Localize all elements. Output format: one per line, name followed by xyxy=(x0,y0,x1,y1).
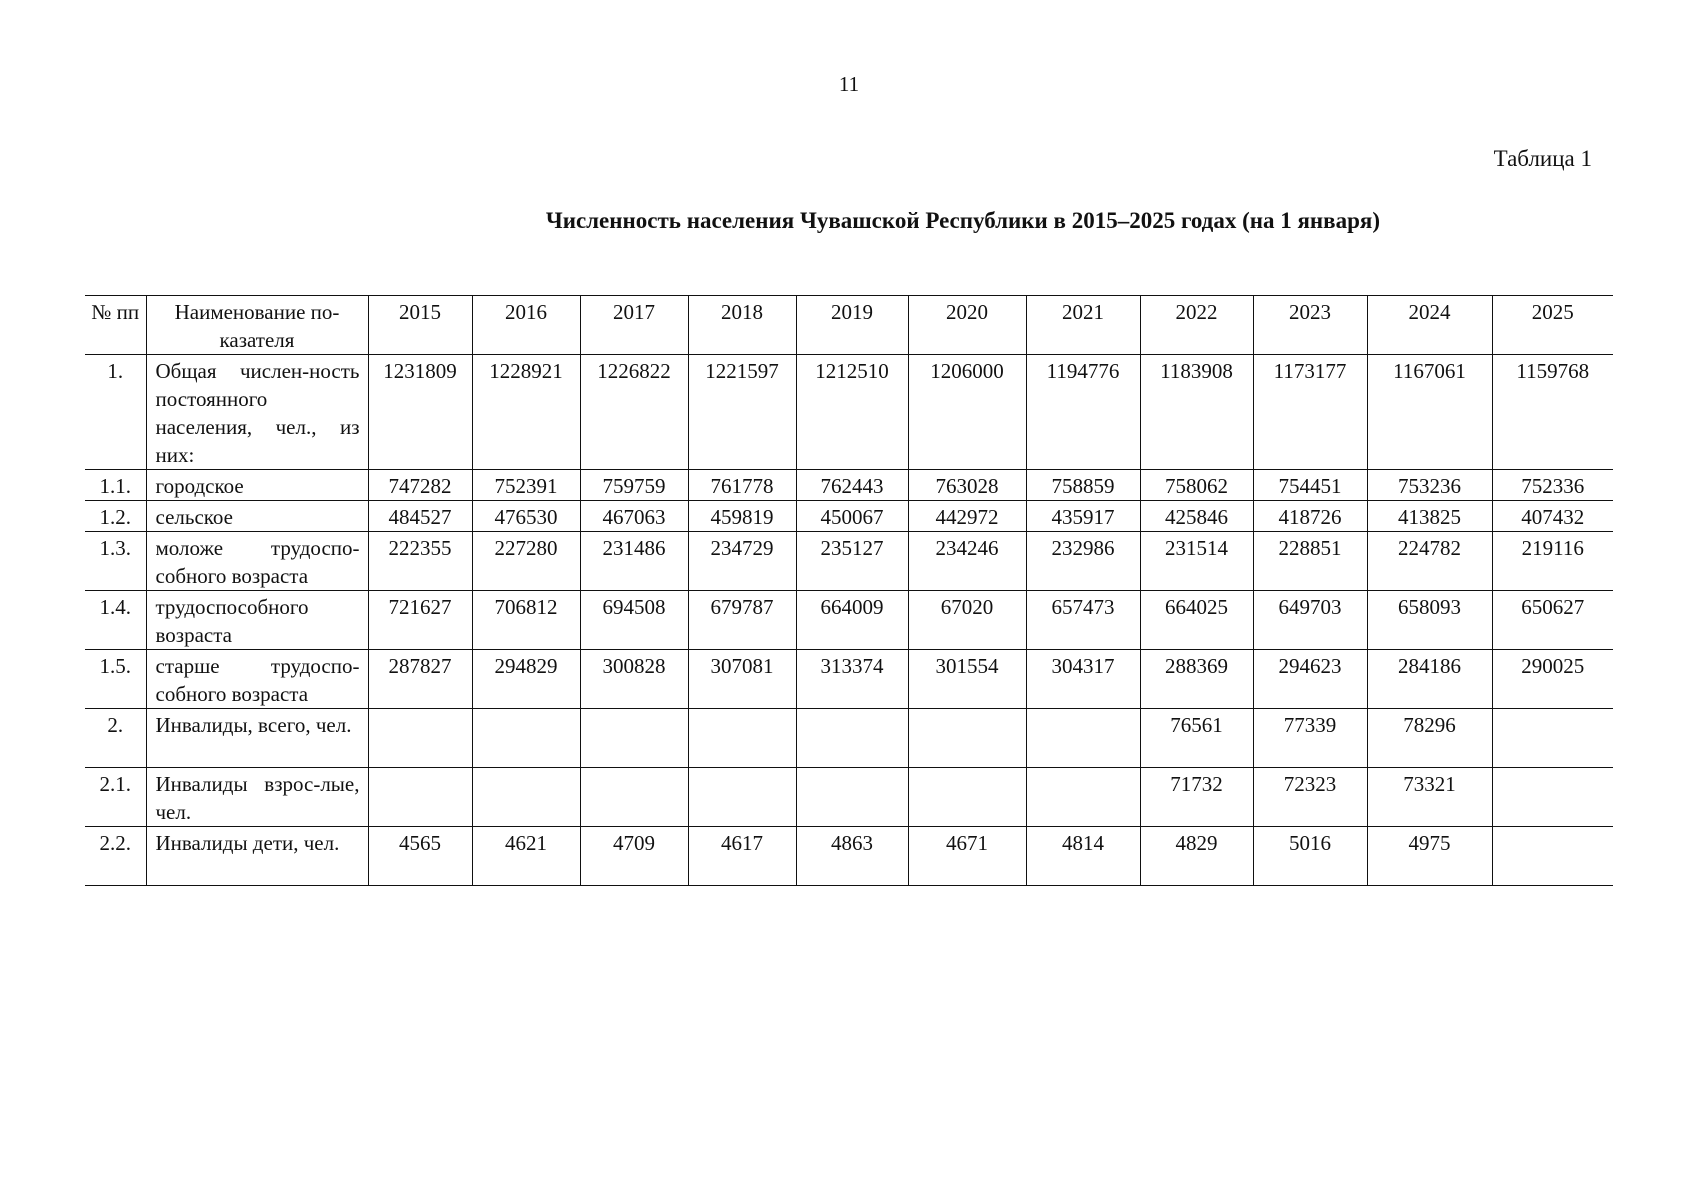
value-cell: 231486 xyxy=(580,532,688,591)
value-cell: 4863 xyxy=(796,827,908,886)
value-cell: 649703 xyxy=(1253,591,1367,650)
value-cell: 413825 xyxy=(1367,501,1492,532)
column-header-year: 2019 xyxy=(796,296,908,355)
row-number: 1. xyxy=(85,355,146,470)
indicator-name: старше трудоспо-собного возраста xyxy=(146,650,368,709)
value-cell xyxy=(1492,768,1613,827)
table-label: Таблица 1 xyxy=(1493,146,1592,171)
column-header-number: № пп xyxy=(85,296,146,355)
table-row xyxy=(85,709,1613,768)
value-cell: 752336 xyxy=(1492,470,1613,501)
column-header-year: 2021 xyxy=(1026,296,1140,355)
value-cell xyxy=(472,709,580,768)
value-cell xyxy=(1492,709,1613,768)
value-cell: 753236 xyxy=(1367,470,1492,501)
column-header-year: 2025 xyxy=(1492,296,1613,355)
value-cell: 1231809 xyxy=(368,355,472,470)
column-header-year: 2023 xyxy=(1253,296,1367,355)
value-cell: 4671 xyxy=(908,827,1026,886)
value-cell: 73321 xyxy=(1367,768,1492,827)
value-cell: 476530 xyxy=(472,501,580,532)
value-cell: 425846 xyxy=(1140,501,1253,532)
value-cell xyxy=(908,709,1026,768)
column-header-year: 2024 xyxy=(1367,296,1492,355)
value-cell: 1167061 xyxy=(1367,355,1492,470)
value-cell: 4621 xyxy=(472,827,580,886)
value-cell: 307081 xyxy=(688,650,796,709)
value-cell: 228851 xyxy=(1253,532,1367,591)
value-cell: 67020 xyxy=(908,591,1026,650)
value-cell: 1194776 xyxy=(1026,355,1140,470)
row-number: 1.4. xyxy=(85,591,146,650)
value-cell: 664025 xyxy=(1140,591,1253,650)
value-cell: 77339 xyxy=(1253,709,1367,768)
value-cell xyxy=(688,768,796,827)
value-cell: 418726 xyxy=(1253,501,1367,532)
value-cell: 234729 xyxy=(688,532,796,591)
value-cell: 231514 xyxy=(1140,532,1253,591)
value-cell: 721627 xyxy=(368,591,472,650)
value-cell: 1212510 xyxy=(796,355,908,470)
value-cell: 76561 xyxy=(1140,709,1253,768)
document-title: Численность населения Чувашской Республики в 2015–2025 годах (на 1 января) xyxy=(545,208,1380,233)
value-cell: 290025 xyxy=(1492,650,1613,709)
value-cell: 459819 xyxy=(688,501,796,532)
row-number: 2. xyxy=(85,709,146,768)
indicator-name: моложе трудоспо-собного возраста xyxy=(146,532,368,591)
indicator-name: трудоспособного возраста xyxy=(146,591,368,650)
table-row xyxy=(85,355,1613,470)
page-number: 11 xyxy=(838,72,860,96)
value-cell: 219116 xyxy=(1492,532,1613,591)
value-cell: 294623 xyxy=(1253,650,1367,709)
value-cell: 435917 xyxy=(1026,501,1140,532)
table-row xyxy=(85,650,1613,709)
value-cell: 694508 xyxy=(580,591,688,650)
value-cell: 664009 xyxy=(796,591,908,650)
value-cell xyxy=(1026,768,1140,827)
table-body xyxy=(85,355,1613,886)
value-cell: 4814 xyxy=(1026,827,1140,886)
table-header-row xyxy=(85,296,1613,355)
row-number: 1.5. xyxy=(85,650,146,709)
column-header-year: 2020 xyxy=(908,296,1026,355)
row-number: 1.1. xyxy=(85,470,146,501)
value-cell: 758859 xyxy=(1026,470,1140,501)
column-header-year: 2018 xyxy=(688,296,796,355)
value-cell: 235127 xyxy=(796,532,908,591)
value-cell: 294829 xyxy=(472,650,580,709)
value-cell: 284186 xyxy=(1367,650,1492,709)
value-cell: 288369 xyxy=(1140,650,1253,709)
value-cell: 1159768 xyxy=(1492,355,1613,470)
table-row xyxy=(85,591,1613,650)
value-cell: 224782 xyxy=(1367,532,1492,591)
column-header-indicator: Наименование по-казателя xyxy=(146,296,368,355)
value-cell: 758062 xyxy=(1140,470,1253,501)
value-cell: 1206000 xyxy=(908,355,1026,470)
value-cell: 650627 xyxy=(1492,591,1613,650)
row-number: 1.3. xyxy=(85,532,146,591)
value-cell: 222355 xyxy=(368,532,472,591)
value-cell: 1228921 xyxy=(472,355,580,470)
value-cell: 78296 xyxy=(1367,709,1492,768)
value-cell xyxy=(368,768,472,827)
indicator-name: сельское xyxy=(146,501,368,532)
value-cell: 4565 xyxy=(368,827,472,886)
value-cell: 304317 xyxy=(1026,650,1140,709)
value-cell xyxy=(1026,709,1140,768)
value-cell: 4617 xyxy=(688,827,796,886)
value-cell xyxy=(368,709,472,768)
value-cell: 658093 xyxy=(1367,591,1492,650)
value-cell: 762443 xyxy=(796,470,908,501)
row-number: 1.2. xyxy=(85,501,146,532)
value-cell: 232986 xyxy=(1026,532,1140,591)
value-cell xyxy=(472,768,580,827)
value-cell: 4975 xyxy=(1367,827,1492,886)
value-cell: 300828 xyxy=(580,650,688,709)
value-cell xyxy=(796,709,908,768)
indicator-name: Общая числен-ность постоянного населения, чел., из них: xyxy=(146,355,368,470)
value-cell: 5016 xyxy=(1253,827,1367,886)
value-cell: 442972 xyxy=(908,501,1026,532)
value-cell: 759759 xyxy=(580,470,688,501)
value-cell xyxy=(908,768,1026,827)
value-cell: 706812 xyxy=(472,591,580,650)
table-row xyxy=(85,768,1613,827)
value-cell: 72323 xyxy=(1253,768,1367,827)
indicator-name: городское xyxy=(146,470,368,501)
value-cell: 4709 xyxy=(580,827,688,886)
value-cell xyxy=(580,768,688,827)
value-cell: 763028 xyxy=(908,470,1026,501)
value-cell: 754451 xyxy=(1253,470,1367,501)
value-cell: 450067 xyxy=(796,501,908,532)
value-cell: 227280 xyxy=(472,532,580,591)
indicator-name: Инвалиды взрос-лые, чел. xyxy=(146,768,368,827)
value-cell: 484527 xyxy=(368,501,472,532)
value-cell xyxy=(688,709,796,768)
value-cell: 1173177 xyxy=(1253,355,1367,470)
value-cell: 4829 xyxy=(1140,827,1253,886)
column-header-year: 2022 xyxy=(1140,296,1253,355)
value-cell: 234246 xyxy=(908,532,1026,591)
table-row xyxy=(85,532,1613,591)
value-cell xyxy=(1492,827,1613,886)
value-cell xyxy=(796,768,908,827)
indicator-name: Инвалиды, всего, чел. xyxy=(146,709,368,768)
value-cell: 71732 xyxy=(1140,768,1253,827)
table-row xyxy=(85,501,1613,532)
value-cell: 407432 xyxy=(1492,501,1613,532)
population-table xyxy=(85,295,1613,886)
column-header-year: 2015 xyxy=(368,296,472,355)
value-cell: 287827 xyxy=(368,650,472,709)
value-cell: 657473 xyxy=(1026,591,1140,650)
value-cell: 301554 xyxy=(908,650,1026,709)
value-cell: 1226822 xyxy=(580,355,688,470)
value-cell: 679787 xyxy=(688,591,796,650)
value-cell: 747282 xyxy=(368,470,472,501)
value-cell xyxy=(580,709,688,768)
value-cell: 313374 xyxy=(796,650,908,709)
row-number: 2.2. xyxy=(85,827,146,886)
table-row xyxy=(85,827,1613,886)
value-cell: 761778 xyxy=(688,470,796,501)
value-cell: 467063 xyxy=(580,501,688,532)
column-header-year: 2017 xyxy=(580,296,688,355)
row-number: 2.1. xyxy=(85,768,146,827)
value-cell: 752391 xyxy=(472,470,580,501)
column-header-year: 2016 xyxy=(472,296,580,355)
indicator-name: Инвалиды дети, чел. xyxy=(146,827,368,886)
value-cell: 1221597 xyxy=(688,355,796,470)
table-row xyxy=(85,470,1613,501)
value-cell: 1183908 xyxy=(1140,355,1253,470)
